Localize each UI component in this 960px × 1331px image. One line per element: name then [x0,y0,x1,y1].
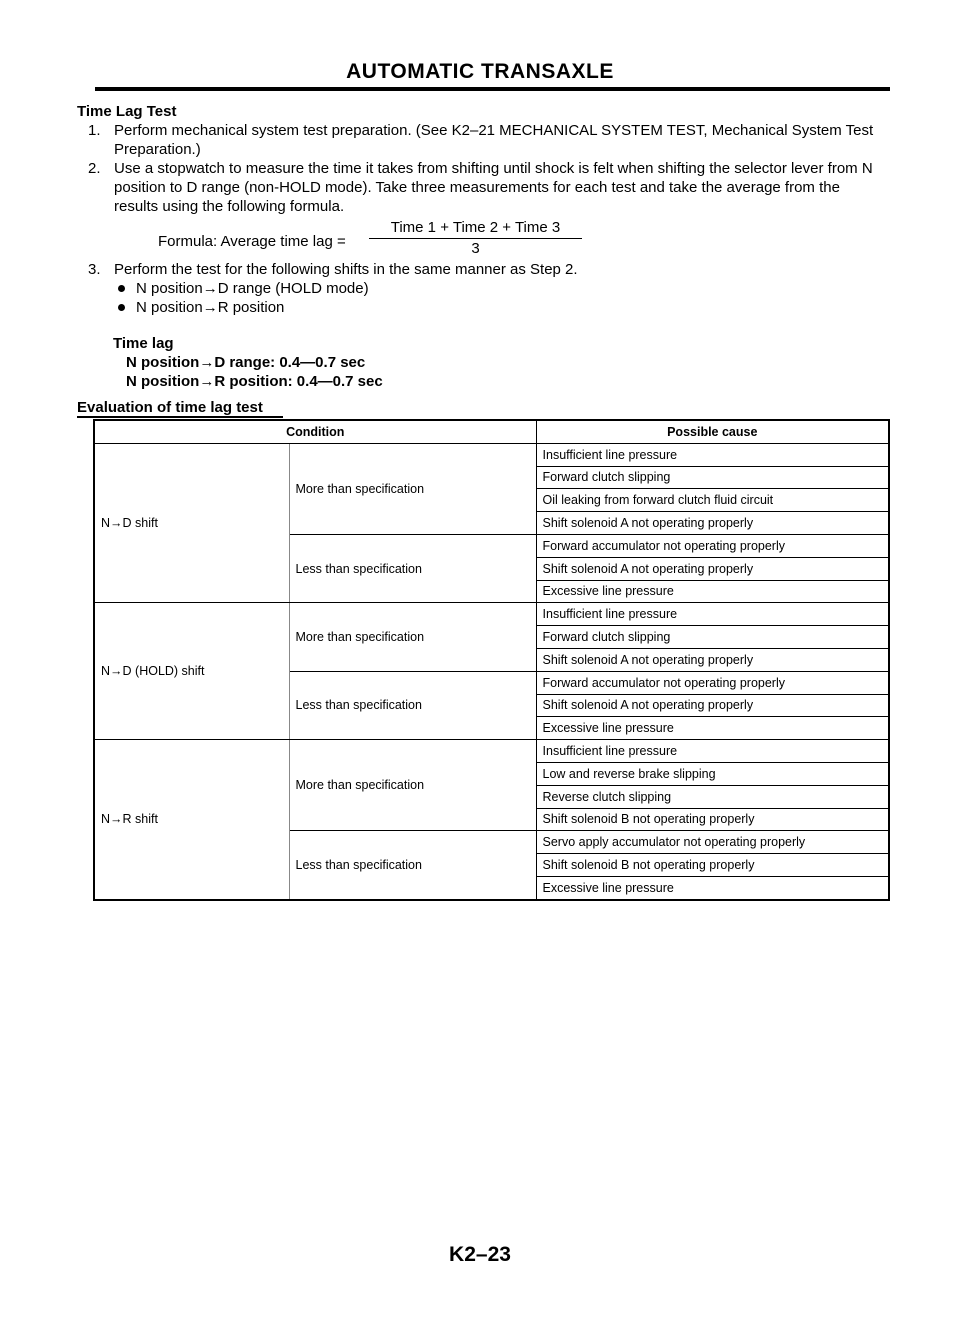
formula-fraction [369,218,582,258]
bullet-text: N position→D range (HOLD mode) [136,280,369,297]
table-row [94,603,889,626]
cause-cell: Forward accumulator not operating properly [536,671,889,694]
cause-cell: Excessive line pressure [536,580,889,603]
result-cell: More than specification [289,740,536,831]
cause-cell: Forward clutch slipping [536,626,889,649]
step-number: 1. [88,122,101,139]
cause-cell: Shift solenoid B not operating properly [536,854,889,877]
formula-denominator: 3 [471,240,480,257]
cause-cell: Oil leaking from forward clutch fluid circuit [536,489,889,512]
evaluation-title-underline [77,416,283,418]
cause-cell: Shift solenoid A not operating properly [536,648,889,671]
section-title-time-lag-test: Time Lag Test [77,103,177,120]
shift-condition-cell: N→D shift [94,443,289,603]
cause-cell: Excessive line pressure [536,717,889,740]
cause-cell: Insufficient line pressure [536,603,889,626]
cause-cell: Servo apply accumulator not operating properly [536,831,889,854]
cause-cell: Shift solenoid A not operating properly [536,557,889,580]
cause-cell: Shift solenoid A not operating properly [536,512,889,535]
spec-line: N position→D range: 0.4—0.7 sec [126,354,366,371]
spec-title: Time lag [113,335,174,352]
table-row [94,443,889,466]
step-number: 3. [88,261,101,278]
cause-cell: Forward accumulator not operating properly [536,534,889,557]
result-cell: Less than specification [289,671,536,739]
evaluation-table [93,419,890,901]
step-1 [88,121,888,159]
cause-cell: Reverse clutch slipping [536,785,889,808]
step-text: Perform the test for the following shifts in the same manner as Step 2. [114,261,578,278]
shift-condition-cell: N→D (HOLD) shift [94,603,289,740]
step-text: Use a stopwatch to measure the time it takes from shifting until shock is felt when shifting the selector lever from N position to D range (non-HOLD mode). Take three measurements for each test and take the average from the results using the following formula. [114,160,873,215]
cause-cell: Low and reverse brake slipping [536,762,889,785]
shift-condition-cell: N→R shift [94,740,289,900]
step-number: 2. [88,160,101,177]
result-cell: More than specification [289,443,536,534]
column-header-cause: Possible cause [536,420,889,443]
bullet-text: N position→R position [136,299,285,316]
cause-cell: Insufficient line pressure [536,740,889,763]
bullet-dot-icon [118,304,125,311]
spec-line: N position→R position: 0.4—0.7 sec [126,373,383,390]
bullet-dot-icon [118,285,125,292]
table-row [94,740,889,763]
cause-cell: Shift solenoid B not operating properly [536,808,889,831]
page-header-title: AUTOMATIC TRANSAXLE [346,60,614,83]
cause-cell: Excessive line pressure [536,876,889,899]
result-cell: Less than specification [289,534,536,602]
table-header-row [94,420,889,443]
result-cell: More than specification [289,603,536,671]
cause-cell: Forward clutch slipping [536,466,889,489]
formula-label: Formula: Average time lag = [158,233,346,250]
column-header-condition: Condition [94,420,536,443]
header-rule [95,87,890,91]
bullet-item [118,279,369,298]
bullet-item [118,298,284,317]
result-cell: Less than specification [289,831,536,900]
evaluation-title: Evaluation of time lag test [77,399,263,416]
step-text: Perform mechanical system test preparation. (See K2–21 MECHANICAL SYSTEM TEST, Mechanical System Test Preparation.) [114,122,874,158]
cause-cell: Shift solenoid A not operating properly [536,694,889,717]
cause-cell: Insufficient line pressure [536,443,889,466]
page-number: K2–23 [449,1243,511,1266]
step-3 [88,260,888,279]
step-2 [88,159,888,216]
formula-numerator: Time 1 + Time 2 + Time 3 [369,218,582,239]
